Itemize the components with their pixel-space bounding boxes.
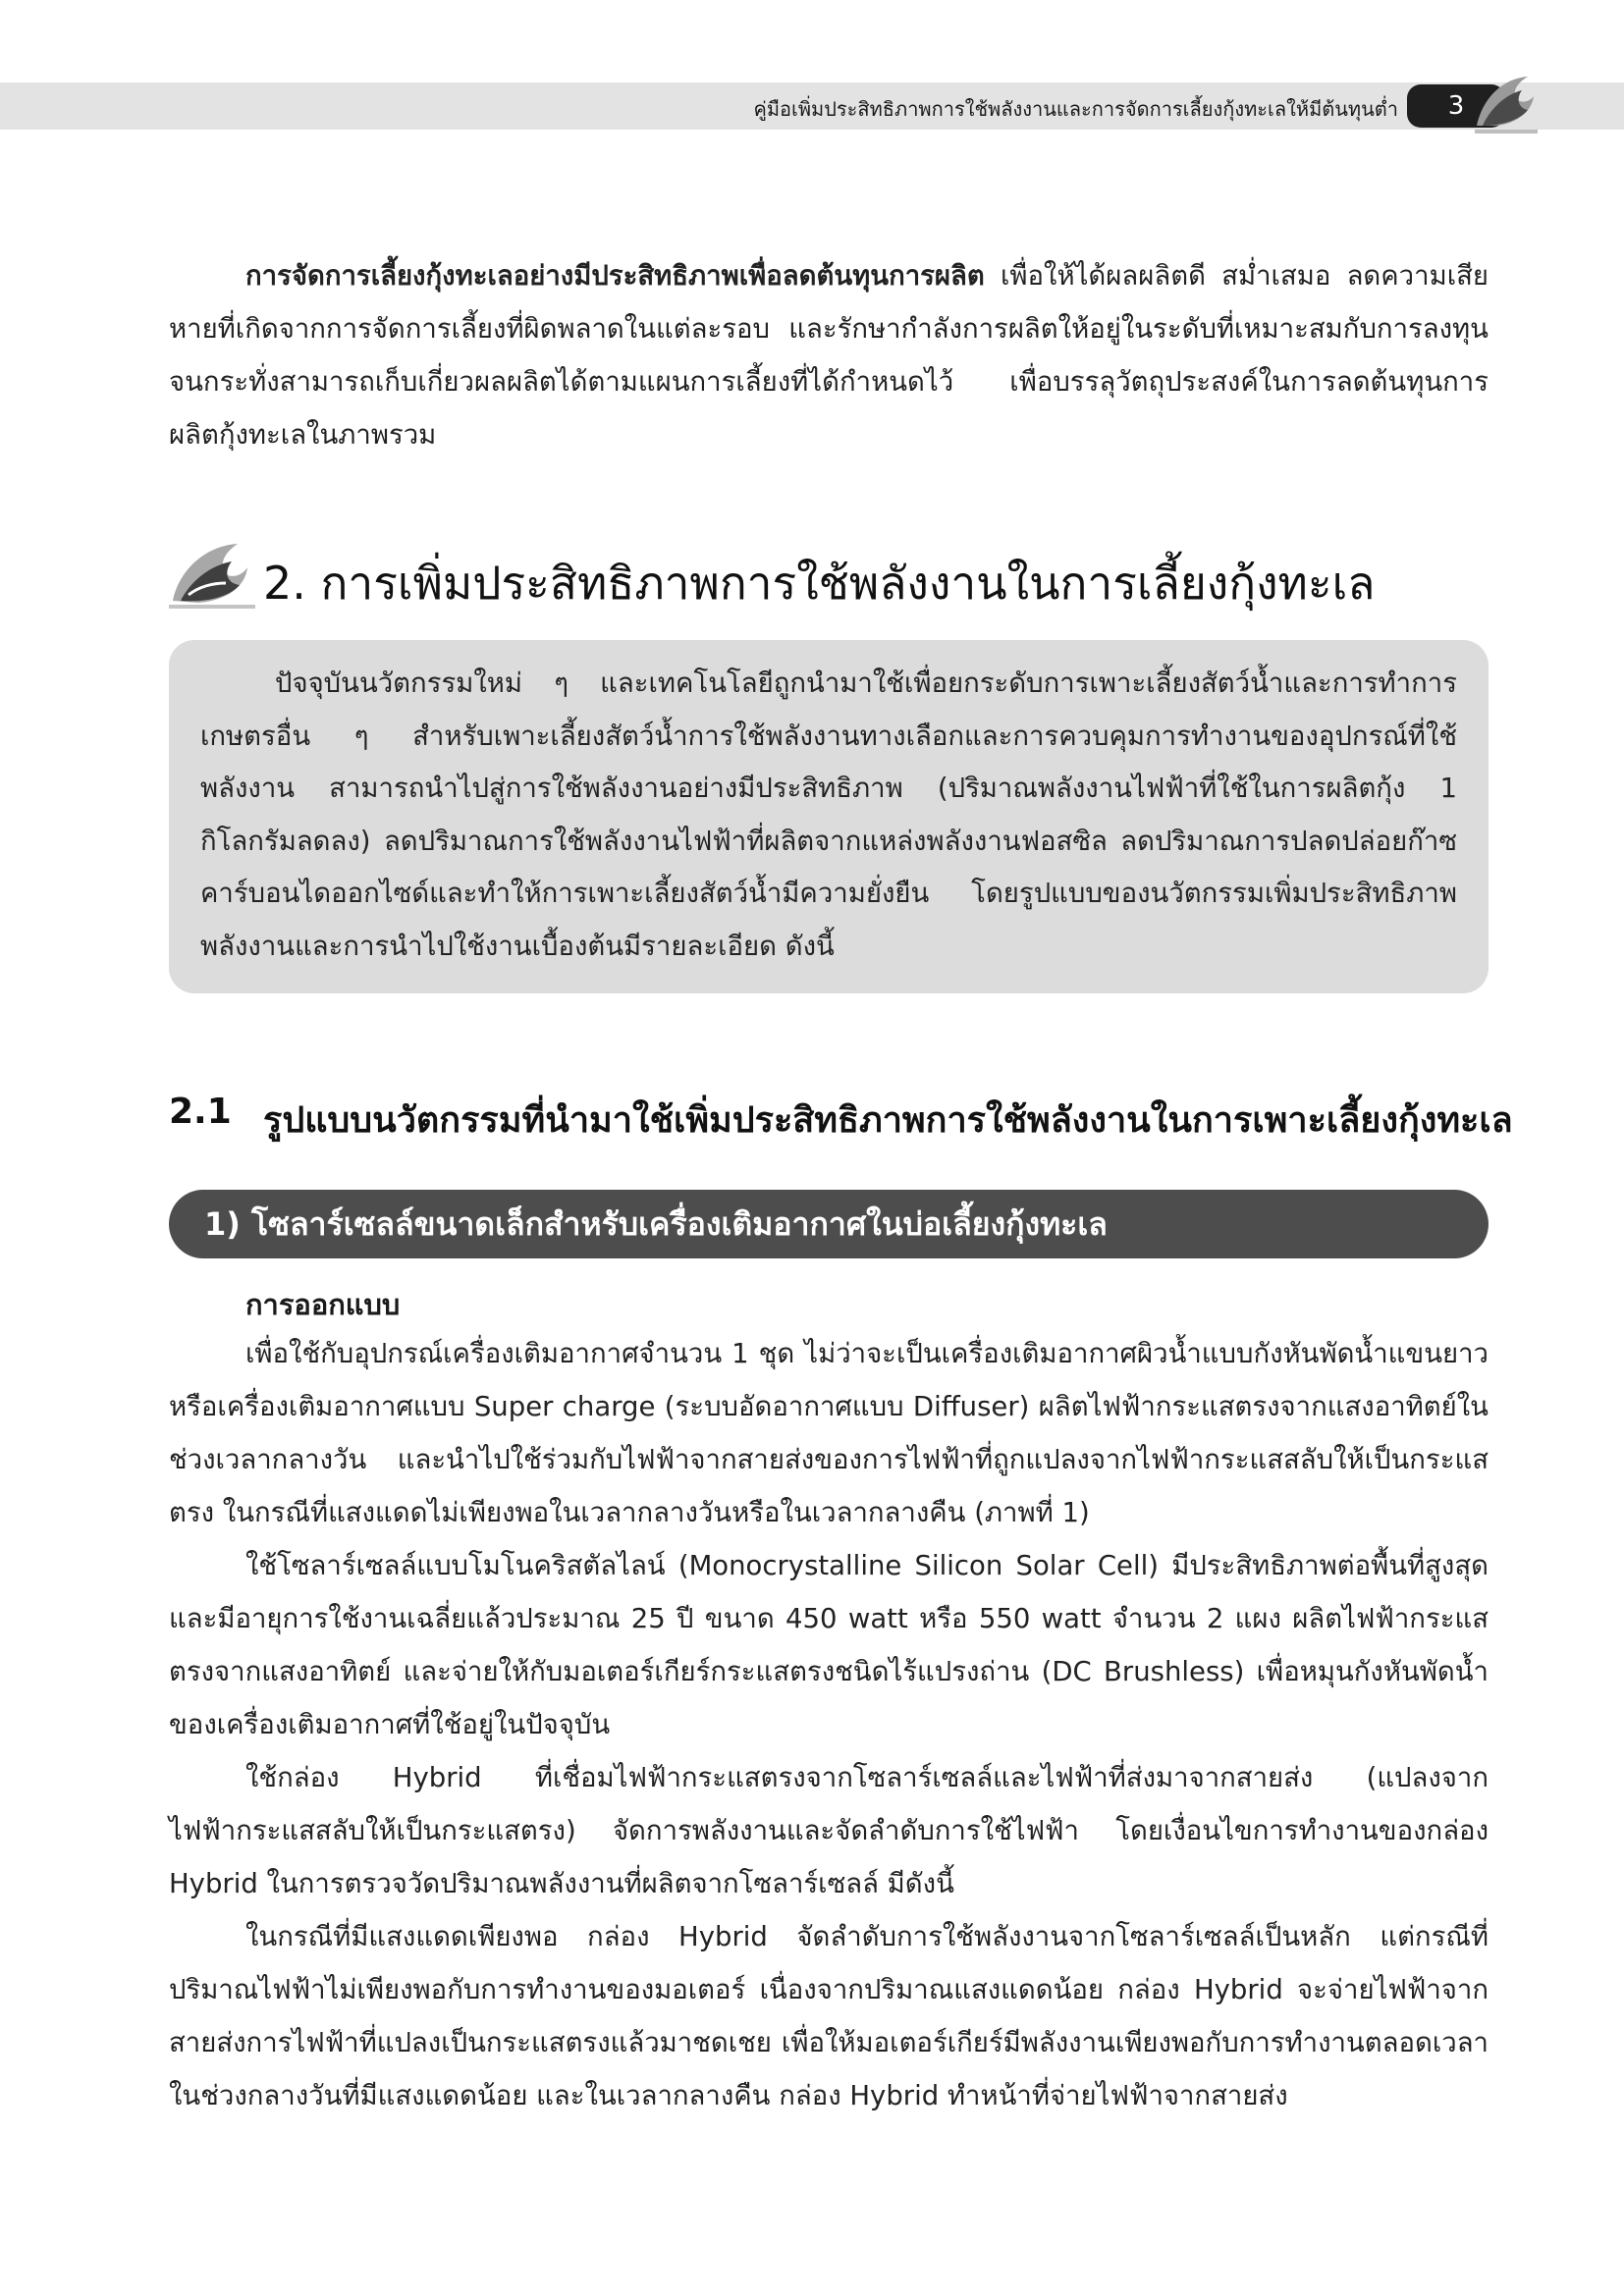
- running-header-title: คู่มือเพิ่มประสิทธิภาพการใช้พลังงานและการจัดการเลี้ยงกุ้งทะเลให้มีต้นทุนต่ำ: [753, 97, 1398, 121]
- wave-icon: [1473, 69, 1540, 133]
- intro-bold-lead: การจัดการเลี้ยงกุ้งทะเลอย่างมีประสิทธิภาพเพื่อลดต้นทุนการผลิต: [245, 260, 985, 292]
- body-paragraph-text: ใช้โซลาร์เซลล์แบบโมโนคริสตัลไลน์ (Monocrystalline Silicon Solar Cell) มีประสิทธิภาพต่อพื้นที่สูงสุดและมีอายุการใช้งานเฉลี่ยแล้วประมาณ 25 ปี ขนาด 450 watt หรือ 550 watt จำนวน 2 แผง ผลิตไฟฟ้ากระแสตรงจากแสงอาทิตย์ และจ่ายให้กับมอเตอร์เกียร์กระแสตรงชนิดไร้แปรงถ่าน (DC Brushless) เพื่อหมุนกังหันพัดน้ำของเครื่องเติมอากาศที่ใช้อยู่ในปัจจุบัน: [169, 1550, 1489, 1740]
- subsection-number: 2.1: [169, 1092, 232, 1132]
- body-paragraph: [169, 1539, 1489, 1751]
- wave-icon: [169, 538, 255, 609]
- design-heading: การออกแบบ: [245, 1288, 401, 1321]
- body-paragraph: [169, 1910, 1489, 2122]
- item-heading-title: 1) โซลาร์เซลล์ขนาดเล็กสำหรับเครื่องเติมอากาศในบ่อเลี้ยงกุ้งทะเล: [204, 1205, 1108, 1243]
- highlight-box-body: ปัจจุบันนวัตกรรมใหม่ ๆ และเทคโนโลยีถูกนำมาใช้เพื่อยกระดับการเพาะเลี้ยงสัตว์น้ำและการทำการเกษตรอื่น ๆ สำหรับเพาะเลี้ยงสัตว์น้ำการใช้พลังงานทางเลือกและการควบคุมการทำงานของอุปกรณ์ที่ใช้พลังงาน สามารถนำไปสู่การใช้พลังงานอย่างมีประสิทธิภาพ (ปริมาณพลังงานไฟฟ้าที่ใช้ในการผลิตกุ้ง 1 กิโลกรัมลดลง) ลดปริมาณการใช้พลังงานไฟฟ้าที่ผลิตจากแหล่งพลังงานฟอสซิล ลดปริมาณการปลดปล่อยก๊าซคาร์บอนไดออกไซด์และทำให้การเพาะเลี้ยงสัตว์น้ำมีความยั่งยืน โดยรูปแบบของนวัตกรรมเพิ่มประสิทธิภาพพลังงานและการนำไปใช้งานเบื้องต้นมีรายละเอียด ดังนี้: [200, 667, 1457, 962]
- subsection-title: รูปแบบนวัตกรรมที่นำมาใช้เพิ่มประสิทธิภาพการใช้พลังงานในการเพาะเลี้ยงกุ้งทะเล: [263, 1100, 1513, 1141]
- body-paragraph-text: ในกรณีที่มีแสงแดดเพียงพอ กล่อง Hybrid จัดลำดับการใช้พลังงานจากโซลาร์เซลล์เป็นหลัก แต่กรณีที่ปริมาณไฟฟ้าไม่เพียงพอกับการทำงานของมอเตอร์ เนื่องจากปริมาณแสงแดดน้อย กล่อง Hybrid จะจ่ายไฟฟ้าจากสายส่งการไฟฟ้าที่แปลงเป็นกระแสตรงแล้วมาชดเชย เพื่อให้มอเตอร์เกียร์มีพลังงานเพียงพอกับการทำงานตลอดเวลาในช่วงกลางวันที่มีแสงแดดน้อย และในเวลากลางคืน กล่อง Hybrid ทำหน้าที่จ่ายไฟฟ้าจากสายส่ง: [169, 1921, 1489, 2111]
- body-paragraph-text: ใช้กล่อง Hybrid ที่เชื่อมไฟฟ้ากระแสตรงจากโซลาร์เซลล์และไฟฟ้าที่ส่งมาจากสายส่ง (แปลงจากไฟฟ้ากระแสสลับให้เป็นกระแสตรง) จัดการพลังงานและจัดลำดับการใช้ไฟฟ้า โดยเงื่อนไขการทำงานของกล่อง Hybrid ในการตรวจวัดปริมาณพลังงานที่ผลิตจากโซลาร์เซลล์ มีดังนี้: [169, 1762, 1489, 1899]
- intro-text: เพื่อให้ได้ผลผลิตดี สม่ำเสมอ ลดความเสียหายที่เกิดจากการจัดการเลี้ยงที่ผิดพลาดในแต่ละรอบ และรักษากำลังการผลิตให้อยู่ในระดับที่เหมาะสมกับการลงทุนจนกระทั่งสามารถเก็บเกี่ยวผลผลิตได้ตามแผนการเลี้ยงที่ได้กำหนดไว้ เพื่อบรรลุวัตถุประสงค์ในการลดต้นทุนการผลิตกุ้งทะเลในภาพรวม: [169, 260, 1489, 451]
- body-paragraph: [169, 1327, 1489, 1539]
- body-paragraph: [169, 1751, 1489, 1910]
- page-number: 3: [1407, 84, 1505, 128]
- section-title: 2. การเพิ่มประสิทธิภาพการใช้พลังงานในการเลี้ยงกุ้งทะเล: [263, 557, 1376, 610]
- highlight-box-text: [200, 658, 1457, 973]
- intro-paragraph: [169, 249, 1489, 461]
- body-paragraph-text: เพื่อใช้กับอุปกรณ์เครื่องเติมอากาศจำนวน 1 ชุด ไม่ว่าจะเป็นเครื่องเติมอากาศผิวน้ำแบบกังหันพัดน้ำแขนยาวหรือเครื่องเติมอากาศแบบ Super charge (ระบบอัดอากาศแบบ Diffuser) ผลิตไฟฟ้ากระแสตรงจากแสงอาทิตย์ในช่วงเวลากลางวัน และนำไปใช้ร่วมกับไฟฟ้าจากสายส่งของการไฟฟ้าที่ถูกแปลงจากไฟฟ้ากระแสสลับให้เป็นกระแสตรง ในกรณีที่แสงแดดไม่เพียงพอในเวลากลางวันหรือในเวลากลางคืน (ภาพที่ 1): [169, 1338, 1489, 1528]
